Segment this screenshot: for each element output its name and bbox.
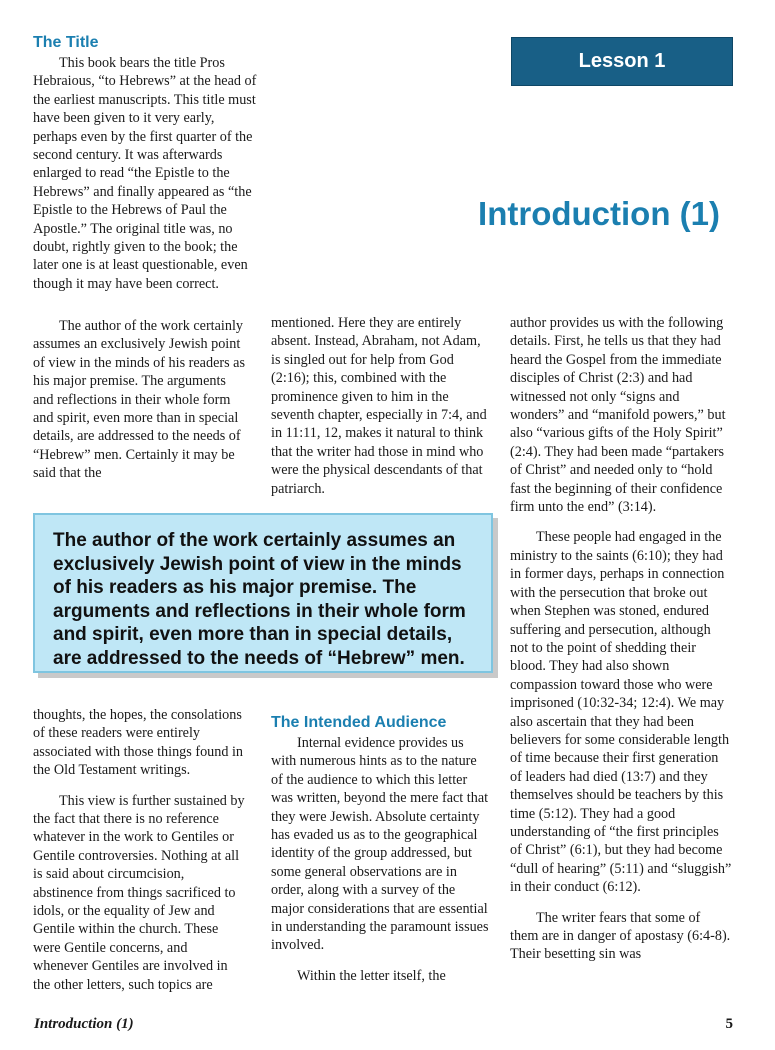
audience-heading: The Intended Audience: [271, 714, 447, 731]
paragraph: The author of the work certainly assumes an exclusively Jewish point of view in the minds of his readers as his major premise. The arguments and reflections in their whole form and spirit, even more than in special details, are addressed to the needs of “Hebrew” men. Certainly it may be said that the: [33, 318, 245, 482]
paragraph: mentioned. Here they are entirely absent. Instead, Abraham, not Adam, is singled out for help from God (2:16); this, combined with the prominence given to him in the seventh chapter, especially in 7:4, and in 11:11, 12, makes it natural to think that the writer had those in mind who were the physical descendants of that patriarch.: [271, 315, 487, 497]
title-section: [33, 34, 261, 305]
page-number: 5: [725, 1016, 733, 1032]
column-2-top: [271, 314, 489, 510]
paragraph: Within the letter itself, the: [297, 967, 446, 984]
page-title: Introduction (1): [478, 195, 720, 232]
paragraph: These people had engaged in the ministry to the saints (6:10); they had in former days, perhaps in connection with the persecution that broke out when Stephen was stoned, endured suffering and persecution, although not to the point of shedding their blood. They had also shown compassion toward those who were imprisoned (10:32-34; 12:4). We may also ascertain that they had been believers for some considerable length of time because their first generation of leaders had died (13:7) and they themselves should be teachers by this time (5:12). They had a good understanding of “the first principles of Christ” (6:1), but they had become “dull of hearing” (5:11) and “sluggish” in their conduct (6:12).: [510, 529, 732, 896]
footer-title: Introduction (1): [34, 1016, 134, 1032]
lesson-label: Lesson 1: [511, 37, 733, 86]
column-3: [510, 314, 732, 976]
audience-section: [271, 714, 489, 997]
paragraph: thoughts, the hopes, the consolations of these readers were entirely associated with those things found in the Old Testament writings.: [33, 707, 244, 779]
paragraph: Internal evidence provides us with numerous hints as to the nature of the audience to which this letter was written, beyond the mere fact that they were Jewish. Absolute certainty has evaded us as to the geographical identity of the group addressed, but some general observations are in order, along with a survey of the major considerations that are essential in understanding the paramount issues involved.: [271, 735, 489, 954]
paragraph: The writer fears that some of them are in danger of apostasy (6:4-8). Their besetting sin was: [510, 909, 731, 963]
column-1-top: [33, 317, 246, 495]
pull-quote: The author of the work certainly assumes an exclusively Jewish point of view in the minds of his readers as his major premise. The arguments and reflections in their whole form and spirit, even more than in special details, are addressed to the needs of “Hebrew” men.: [33, 513, 493, 673]
paragraph: This view is further sustained by the fact that there is no reference whatever in the work to Gentiles or Gentile controversies. Nothing at all is said about circumcision, abstinence from things sacrificed to idols, or the equality of Jew and Gentile within the church. These were Gentile concerns, and whenever Gentiles are involved in the other letters, such topics are: [33, 792, 245, 993]
paragraph: author provides us with the following details. First, he tells us that they had heard the Gospel from the immediate disciples of Christ (2:3) and had witnessed not only “signs and wonders” and “manifold powers,” but also “various gifts of the Holy Spirit” (2:4). They had been made “partakers of Christ” and needed only to “hold fast the beginning of their confidence firm unto the end” (3:14).: [510, 315, 726, 516]
column-1-bottom: [33, 706, 246, 1006]
title-heading: The Title: [33, 34, 99, 51]
title-paragraph: This book bears the title Pros Hebraious, “to Hebrews” at the head of the earliest manuscripts. This title must have been given to it very early, perhaps even by the first quarter of the second century. It was afterwards enlarged to read “the Epistle to the Hebrews” and finally appeared as “the Epistle to the Hebrews of Paul the Apostle.” The original title was, no doubt, rightly given to the book; the later one is at least questionable, even though it may have been correct.: [33, 55, 257, 292]
